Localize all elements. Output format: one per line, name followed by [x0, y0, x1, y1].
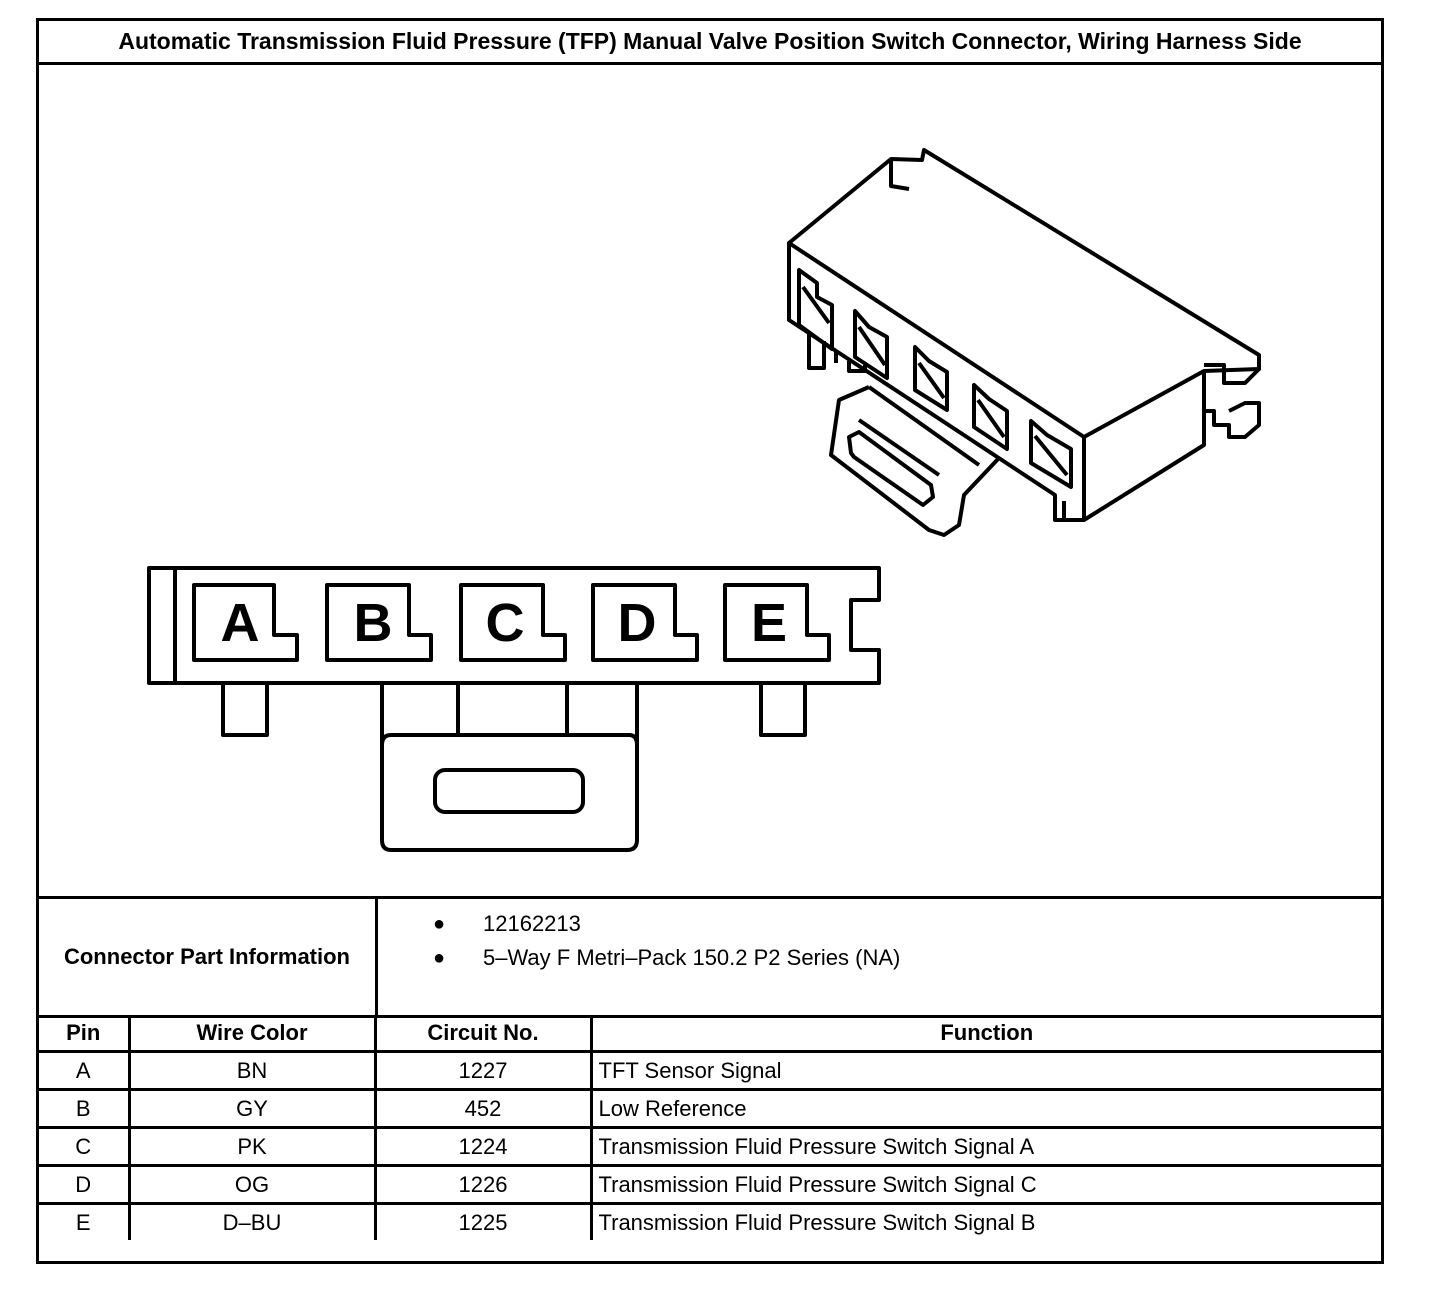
part-info-label: Connector Part Information: [39, 899, 378, 1015]
function-cell: Transmission Fluid Pressure Switch Signal B: [591, 1204, 1381, 1241]
part-info-list: [419, 907, 900, 975]
part-number: 12162213: [483, 911, 581, 936]
table-row: [39, 1090, 1381, 1128]
cavity-label-d: D: [617, 593, 657, 653]
wire-color-cell: OG: [129, 1166, 375, 1204]
function-cell: Low Reference: [591, 1090, 1381, 1128]
wire-color-cell: BN: [129, 1052, 375, 1090]
bullet-icon: ●: [433, 947, 446, 969]
cavity-label-a: A: [220, 593, 260, 653]
pin-cell: A: [39, 1052, 129, 1090]
function-cell: Transmission Fluid Pressure Switch Signal A: [591, 1128, 1381, 1166]
connector-diagram: [39, 65, 1381, 896]
table-row: [39, 1052, 1381, 1090]
function-cell: Transmission Fluid Pressure Switch Signal C: [591, 1166, 1381, 1204]
table-header-row: [39, 1015, 1381, 1052]
pin-cell: E: [39, 1204, 129, 1241]
page-title: Automatic Transmission Fluid Pressure (TFP) Manual Valve Position Switch Connector, Wiring Harness Side: [39, 21, 1381, 65]
connector-part-info: [39, 896, 1381, 1018]
list-item: [419, 941, 900, 975]
function-cell: TFT Sensor Signal: [591, 1052, 1381, 1090]
cavity-label-b: B: [353, 593, 393, 653]
cavity-label-c: C: [485, 593, 525, 653]
diagram-frame: [36, 18, 1384, 1264]
circuit-cell: 1227: [375, 1052, 591, 1090]
wire-color-cell: D–BU: [129, 1204, 375, 1241]
wire-color-cell: PK: [129, 1128, 375, 1166]
header-wire-color: Wire Color: [129, 1015, 375, 1052]
pin-cell: C: [39, 1128, 129, 1166]
table-row: [39, 1204, 1381, 1241]
cavity-label-e: E: [750, 593, 788, 653]
wire-color-cell: GY: [129, 1090, 375, 1128]
header-pin: Pin: [39, 1015, 129, 1052]
circuit-cell: 1226: [375, 1166, 591, 1204]
table-row: [39, 1166, 1381, 1204]
table-row: [39, 1128, 1381, 1166]
isometric-connector-view: [789, 150, 1259, 535]
circuit-cell: 1224: [375, 1128, 591, 1166]
pin-table: [39, 1015, 1381, 1240]
header-circuit-no: Circuit No.: [375, 1015, 591, 1052]
connector-drawing: [39, 65, 1381, 896]
circuit-cell: 452: [375, 1090, 591, 1128]
pin-cell: D: [39, 1166, 129, 1204]
list-item: [419, 907, 900, 941]
header-function: Function: [591, 1015, 1381, 1052]
bullet-icon: ●: [433, 913, 446, 935]
pin-cell: B: [39, 1090, 129, 1128]
connector-series: 5–Way F Metri–Pack 150.2 P2 Series (NA): [483, 945, 901, 970]
circuit-cell: 1225: [375, 1204, 591, 1241]
